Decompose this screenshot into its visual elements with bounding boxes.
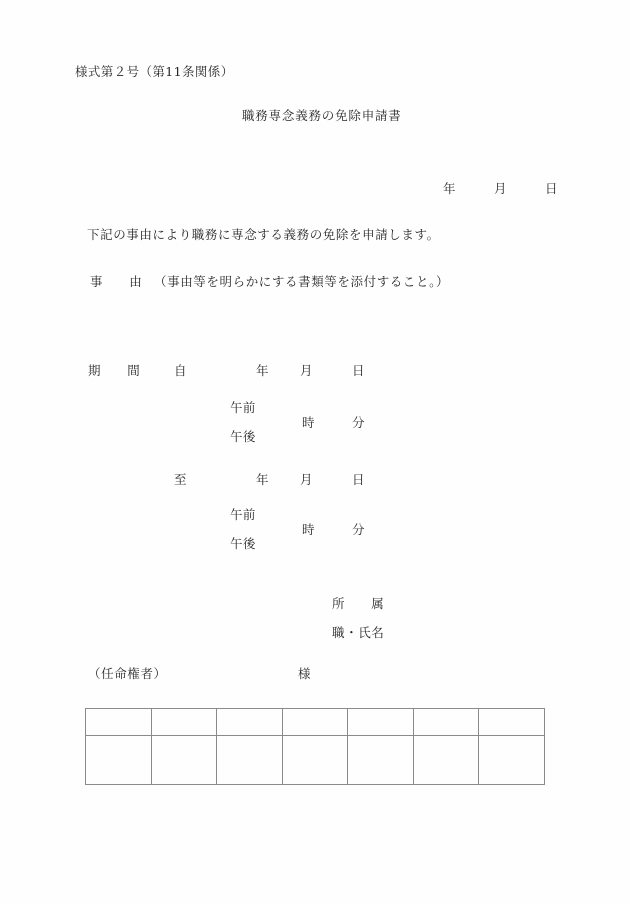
table-cell: [479, 736, 545, 785]
table-cell: [86, 709, 152, 736]
date-day-label: 日: [545, 181, 558, 196]
period-from-month-label: 月: [300, 363, 313, 378]
table-row: [86, 709, 545, 736]
table-cell: [217, 709, 283, 736]
table-cell: [348, 709, 414, 736]
table-cell: [151, 736, 217, 785]
table-cell: [282, 736, 348, 785]
appointing-authority-label: （任命権者）: [88, 666, 167, 681]
form-number: 様式第２号（第11条関係）: [75, 64, 234, 79]
reason-label: 事 由: [90, 274, 143, 289]
period-label: 期 間: [88, 363, 141, 378]
period-to-month-label: 月: [300, 472, 313, 487]
approval-stamp-table: [85, 708, 545, 785]
period-to-day-label: 日: [352, 472, 365, 487]
table-cell: [479, 709, 545, 736]
table-cell: [282, 709, 348, 736]
period-to-hour-label: 時: [302, 522, 315, 537]
period-from-am-label: 午前: [230, 400, 256, 415]
approval-stamp-table-body: [86, 709, 545, 785]
period-to-marker: 至: [174, 472, 187, 487]
table-cell: [348, 736, 414, 785]
table-cell: [151, 709, 217, 736]
period-from-pm-label: 午後: [230, 429, 256, 444]
document-title: 職務専念義務の免除申請書: [242, 108, 402, 123]
table-row: [86, 736, 545, 785]
period-from-marker: 自: [174, 363, 187, 378]
affiliation-label: 所 属: [332, 596, 385, 611]
honorific-label: 様: [298, 666, 311, 681]
title-and-name-label: 職・氏名: [332, 625, 385, 640]
table-cell: [86, 736, 152, 785]
period-to-am-label: 午前: [230, 507, 256, 522]
period-from-hour-label: 時: [302, 415, 315, 430]
date-month-label: 月: [494, 181, 507, 196]
table-cell: [413, 736, 479, 785]
period-from-day-label: 日: [352, 363, 365, 378]
period-to-year-label: 年: [256, 472, 269, 487]
period-from-minute-label: 分: [352, 415, 365, 430]
table-cell: [217, 736, 283, 785]
date-year-label: 年: [443, 181, 456, 196]
period-to-pm-label: 午後: [230, 536, 256, 551]
intro-sentence: 下記の事由により職務に専念する義務の免除を申請します。: [87, 227, 440, 242]
table-cell: [413, 709, 479, 736]
reason-note: （事由等を明らかにする書類等を添付すること。）: [154, 274, 450, 289]
period-from-year-label: 年: [256, 363, 269, 378]
period-to-minute-label: 分: [352, 522, 365, 537]
